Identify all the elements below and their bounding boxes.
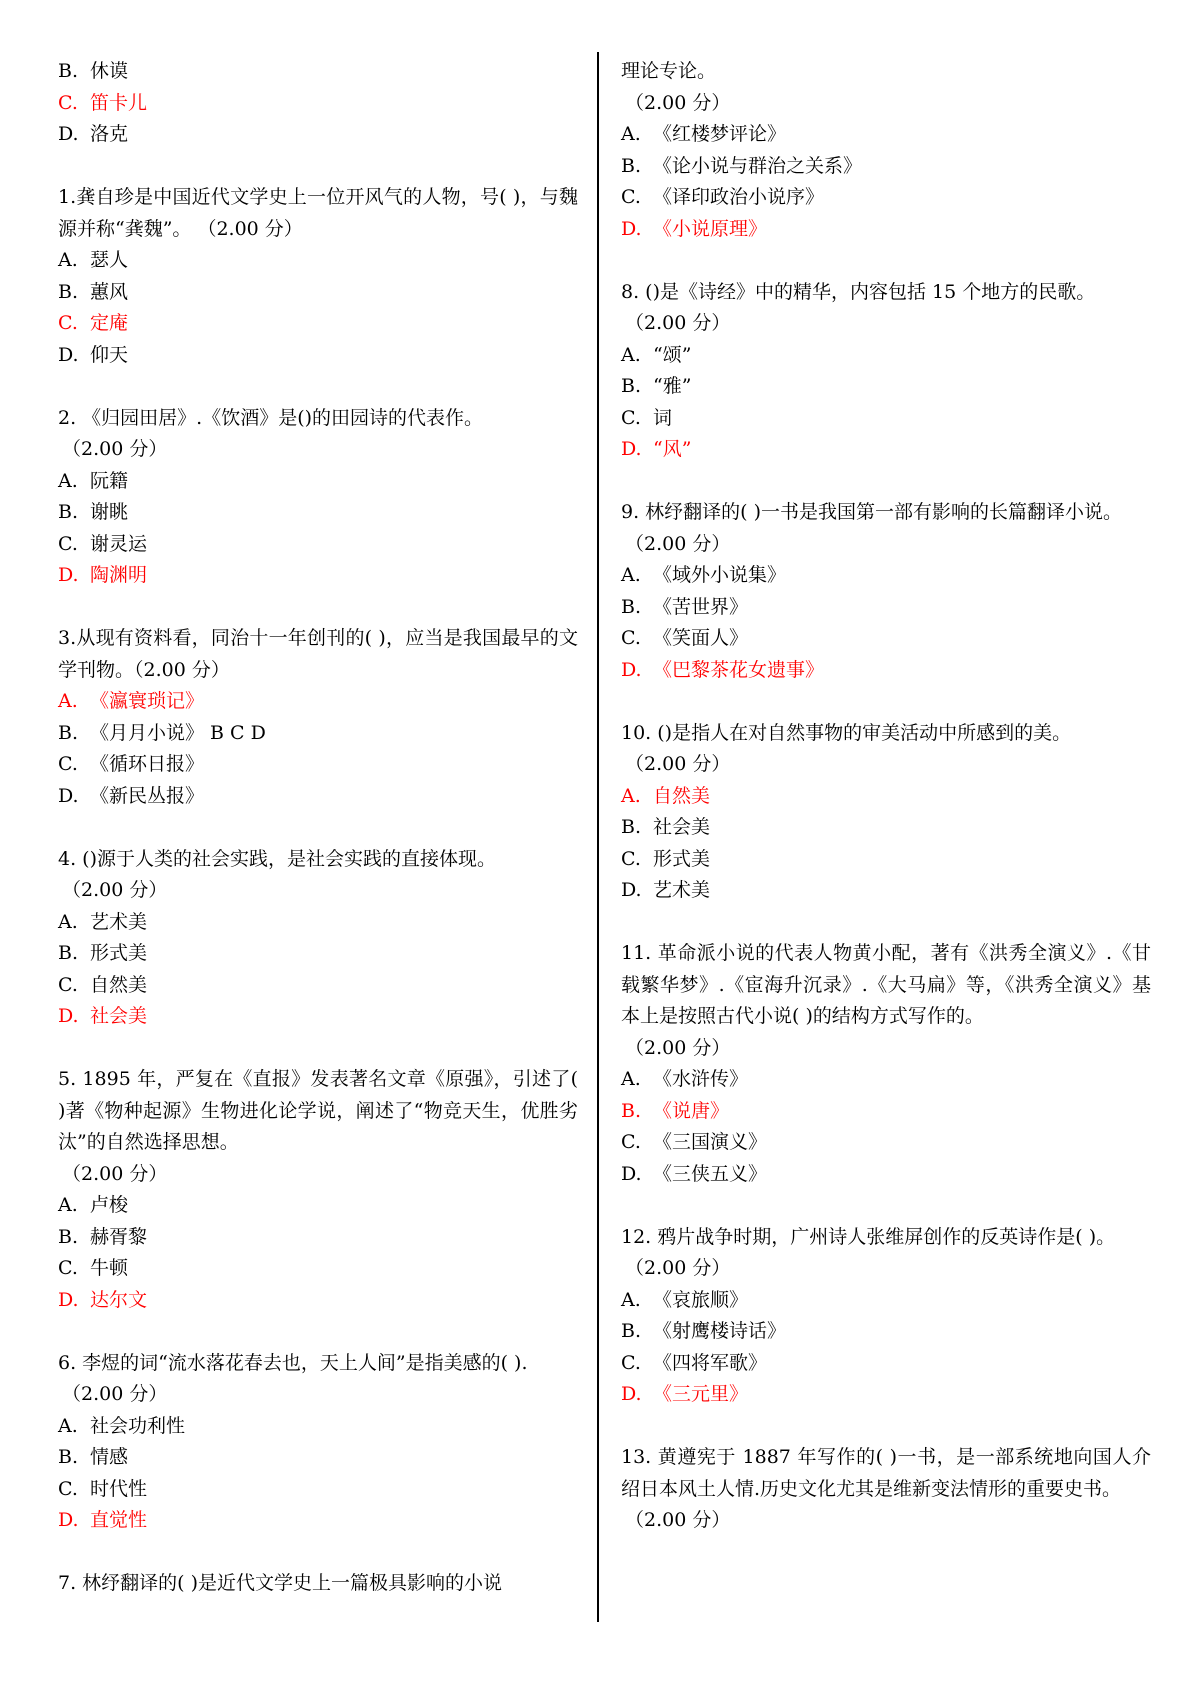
- answer-option: [58, 938, 578, 970]
- option-text: “颂”: [653, 343, 692, 366]
- option-text: 直觉性: [90, 1509, 148, 1531]
- question-text: 2. 《归园田居》.《饮酒》是()的田园诗的代表作。: [58, 406, 484, 429]
- option-letter: D.: [58, 784, 79, 807]
- question-score: （2.00 分）: [625, 1509, 731, 1531]
- spacer: [58, 1316, 578, 1348]
- option-letter: A.: [621, 1068, 641, 1090]
- option-text: 《说唐》: [653, 1099, 730, 1122]
- answer-option: [621, 151, 1151, 183]
- option-letter: C.: [58, 753, 78, 775]
- question-score: （2.00 分）: [625, 1257, 731, 1279]
- option-letter: C.: [621, 186, 641, 208]
- option-letter: A.: [621, 343, 641, 366]
- question-text: 10. ()是指人在对自然事物的审美活动中所感到的美。: [621, 721, 1072, 744]
- option-text: 达尔文: [90, 1288, 148, 1311]
- option-text: 情感: [90, 1446, 129, 1468]
- spacer: [58, 151, 578, 183]
- option-letter: B.: [58, 721, 79, 744]
- option-letter: A.: [58, 469, 78, 492]
- option-text: 牛顿: [90, 1257, 129, 1279]
- answer-option: [621, 560, 1151, 592]
- option-letter: C.: [621, 847, 641, 870]
- answer-option-correct: [621, 655, 1151, 687]
- question-text: 6. 李煜的词“流水落花春去也，天上人间”是指美感的( ).: [58, 1351, 528, 1374]
- option-text: 《循环日报》: [90, 753, 205, 775]
- option-text: 《苦世界》: [653, 595, 749, 618]
- left-column: [58, 56, 578, 1600]
- answer-option: [621, 1316, 1151, 1348]
- option-letter: B.: [58, 280, 79, 303]
- answer-option-correct: [621, 1096, 1151, 1128]
- option-letter: A.: [58, 910, 78, 933]
- option-text: 谢眺: [90, 501, 129, 523]
- answer-option-correct: [621, 214, 1151, 246]
- answer-option: [58, 970, 578, 1002]
- spacer: [621, 245, 1151, 277]
- option-letter: C.: [58, 532, 78, 555]
- option-letter: B.: [58, 1225, 79, 1248]
- option-letter: D.: [58, 343, 79, 366]
- spacer: [58, 1537, 578, 1569]
- option-text: 蕙风: [90, 280, 129, 303]
- answer-option: [621, 371, 1151, 403]
- option-letter: D.: [621, 1162, 642, 1185]
- option-text: 陶渊明: [90, 564, 148, 586]
- option-text: 阮籍: [90, 469, 129, 492]
- answer-option: [58, 781, 578, 813]
- option-text: 《瀛寰琐记》: [90, 690, 205, 712]
- spacer: [58, 371, 578, 403]
- answer-option-correct: [621, 781, 1151, 813]
- option-letter: C.: [58, 1257, 78, 1279]
- answer-option-correct: [58, 308, 578, 340]
- question-text: 1.龚自珍是中国近代文学史上一位开风气的人物，号( )，与魏源并称“龚魏”。 （2.00 分）: [58, 186, 578, 240]
- option-text: 《四将军歌》: [653, 1351, 768, 1374]
- answer-option: [621, 119, 1151, 151]
- option-text: 《三元里》: [653, 1383, 749, 1405]
- question-text: 5. 1895 年，严复在《直报》发表著名文章《原强》，引述了( )著《物种起源》生物进化论学说，阐述了“物竞天生，优胜劣汰”的自然选择思想。: [58, 1068, 578, 1153]
- answer-option: [58, 529, 578, 561]
- option-letter: C.: [58, 312, 78, 334]
- option-letter: C.: [621, 1351, 641, 1374]
- option-letter: D.: [58, 564, 79, 586]
- option-letter: D.: [621, 1383, 642, 1405]
- option-letter: D.: [621, 217, 642, 240]
- option-text: 《月月小说》 B C D: [90, 721, 266, 744]
- answer-option: [58, 1411, 578, 1443]
- spacer: [621, 1411, 1151, 1443]
- answer-option: [621, 592, 1151, 624]
- option-text: 《三国演义》: [653, 1131, 768, 1153]
- question-score: （2.00 分）: [625, 1036, 731, 1059]
- question-score: （2.00 分）: [625, 753, 731, 775]
- option-letter: A.: [58, 1414, 78, 1437]
- answer-option: [621, 1064, 1151, 1096]
- answer-option: [621, 875, 1151, 907]
- answer-option: [58, 245, 578, 277]
- option-letter: B.: [621, 154, 642, 177]
- option-letter: C.: [58, 1477, 78, 1500]
- option-text: 社会美: [90, 1005, 148, 1027]
- option-text: 休谟: [90, 60, 129, 82]
- question-score: （2.00 分）: [62, 438, 168, 460]
- option-letter: A.: [58, 1194, 78, 1216]
- option-text: 艺术美: [90, 910, 148, 933]
- answer-option: [621, 1348, 1151, 1380]
- spacer: [621, 907, 1151, 939]
- option-text: 赫胥黎: [90, 1225, 148, 1248]
- option-letter: D.: [621, 879, 642, 901]
- answer-option: [621, 182, 1151, 214]
- question-text: 9. 林纾翻译的( )一书是我国第一部有影响的长篇翻译小说。: [621, 501, 1123, 523]
- option-text: 《水浒传》: [653, 1068, 749, 1090]
- answer-option: [58, 1474, 578, 1506]
- answer-option-correct: [58, 1285, 578, 1317]
- column-divider: [597, 52, 599, 1622]
- option-text: 定庵: [90, 312, 129, 334]
- option-text: 洛克: [90, 123, 129, 145]
- answer-option: [621, 812, 1151, 844]
- option-text: 时代性: [90, 1477, 148, 1500]
- answer-option: [58, 340, 578, 372]
- option-letter: D.: [58, 1509, 79, 1531]
- option-letter: A.: [58, 690, 78, 712]
- option-text: 《论小说与群治之关系》: [653, 154, 863, 177]
- answer-option: [621, 623, 1151, 655]
- answer-option-correct: [58, 686, 578, 718]
- option-text: 谢灵运: [90, 532, 148, 555]
- question-text: 12. 鸦片战争时期，广州诗人张维屏创作的反英诗作是( )。: [621, 1225, 1116, 1248]
- option-letter: B.: [621, 375, 642, 397]
- answer-option-correct: [58, 88, 578, 120]
- answer-option: [58, 277, 578, 309]
- question-score: （2.00 分）: [625, 312, 731, 334]
- option-text: 《笑面人》: [653, 627, 749, 649]
- option-text: 《小说原理》: [653, 217, 768, 240]
- option-text: 《红楼梦评论》: [653, 123, 787, 145]
- option-letter: B.: [58, 501, 79, 523]
- answer-option-correct: [621, 1379, 1151, 1411]
- option-text: 社会美: [653, 816, 711, 838]
- option-text: 仰天: [90, 343, 129, 366]
- answer-option: [58, 119, 578, 151]
- answer-option: [58, 1442, 578, 1474]
- option-text: 笛卡儿: [90, 91, 148, 114]
- option-letter: A.: [58, 249, 78, 271]
- option-letter: C.: [621, 406, 641, 429]
- question-text: 13. 黄遵宪于 1887 年写作的( )一书，是一部系统地向国人介绍日本风土人情.历史文化尤其是维新变法情形的重要史书。: [621, 1446, 1151, 1500]
- question-text: 7. 林纾翻译的( )是近代文学史上一篇极具影响的小说: [58, 1572, 503, 1594]
- answer-option: [58, 907, 578, 939]
- option-text: 《射鹰楼诗话》: [653, 1320, 787, 1342]
- option-letter: C.: [621, 1131, 641, 1153]
- option-letter: B.: [58, 942, 79, 964]
- option-text: 《巴黎茶花女遗事》: [653, 658, 825, 681]
- option-text: 《新民丛报》: [90, 784, 205, 807]
- answer-option: [621, 844, 1151, 876]
- answer-option-correct: [58, 1505, 578, 1537]
- option-text: 自然美: [90, 973, 148, 996]
- option-letter: B.: [58, 60, 79, 82]
- option-letter: C.: [58, 973, 78, 996]
- spacer: [621, 466, 1151, 498]
- question-score: （2.00 分）: [625, 532, 731, 555]
- answer-option-correct: [58, 560, 578, 592]
- option-letter: A.: [621, 784, 641, 807]
- option-text: 卢梭: [90, 1194, 129, 1216]
- spacer: [58, 1033, 578, 1065]
- question-text: 8. ()是《诗经》中的精华，内容包括 15 个地方的民歌。: [621, 280, 1096, 303]
- question-text: 理论专论。: [621, 60, 717, 82]
- answer-option: [621, 1159, 1151, 1191]
- answer-option: [621, 1127, 1151, 1159]
- option-text: 自然美: [653, 784, 711, 807]
- answer-option: [58, 1190, 578, 1222]
- option-letter: B.: [58, 1446, 79, 1468]
- option-text: 艺术美: [653, 879, 711, 901]
- answer-option: [58, 497, 578, 529]
- question-score: （2.00 分）: [625, 91, 731, 114]
- answer-option: [58, 1222, 578, 1254]
- option-letter: B.: [621, 1099, 642, 1122]
- option-text: “雅”: [653, 375, 692, 397]
- option-letter: D.: [621, 658, 642, 681]
- spacer: [58, 812, 578, 844]
- option-letter: B.: [621, 1320, 642, 1342]
- option-letter: D.: [58, 1288, 79, 1311]
- option-letter: A.: [621, 123, 641, 145]
- spacer: [621, 686, 1151, 718]
- answer-option-correct: [58, 1001, 578, 1033]
- question-text: 4. ()源于人类的社会实践，是社会实践的直接体现。: [58, 847, 496, 870]
- answer-option: [58, 749, 578, 781]
- answer-option-correct: [621, 434, 1151, 466]
- answer-option: [621, 340, 1151, 372]
- option-text: 形式美: [653, 847, 711, 870]
- option-letter: D.: [58, 123, 79, 145]
- option-text: 《译印政治小说序》: [653, 186, 825, 208]
- answer-option: [58, 1253, 578, 1285]
- answer-option: [58, 466, 578, 498]
- question-score: （2.00 分）: [62, 1383, 168, 1405]
- option-text: 《三侠五义》: [653, 1162, 768, 1185]
- question-text: 11. 革命派小说的代表人物黄小配，著有《洪秀全演义》.《甘载繁华梦》.《宦海升沉录》.《大马扁》等，《洪秀全演义》基本上是按照古代小说( )的结构方式写作的。: [621, 942, 1151, 1027]
- answer-option: [621, 1285, 1151, 1317]
- option-letter: B.: [621, 595, 642, 618]
- option-letter: D.: [621, 438, 642, 460]
- option-text: “风”: [653, 438, 692, 460]
- option-text: 《域外小说集》: [653, 564, 787, 586]
- question-score: （2.00 分）: [62, 879, 168, 901]
- option-text: 社会功利性: [90, 1414, 186, 1437]
- option-text: 形式美: [90, 942, 148, 964]
- question-text: 3.从现有资料看，同治十一年创刊的( )，应当是我国最早的文学刊物。（2.00 分）: [58, 627, 578, 681]
- answer-option: [58, 718, 578, 750]
- option-letter: D.: [58, 1005, 79, 1027]
- spacer: [58, 592, 578, 624]
- option-text: 词: [653, 406, 673, 429]
- option-letter: A.: [621, 1288, 641, 1311]
- option-letter: C.: [621, 627, 641, 649]
- answer-option: [58, 56, 578, 88]
- option-letter: B.: [621, 816, 642, 838]
- spacer: [621, 1190, 1151, 1222]
- right-column: [621, 56, 1151, 1537]
- question-score: （2.00 分）: [62, 1162, 168, 1185]
- answer-option: [621, 403, 1151, 435]
- option-letter: C.: [58, 91, 78, 114]
- option-text: 瑟人: [90, 249, 129, 271]
- option-text: 《哀旅顺》: [653, 1288, 749, 1311]
- option-letter: A.: [621, 564, 641, 586]
